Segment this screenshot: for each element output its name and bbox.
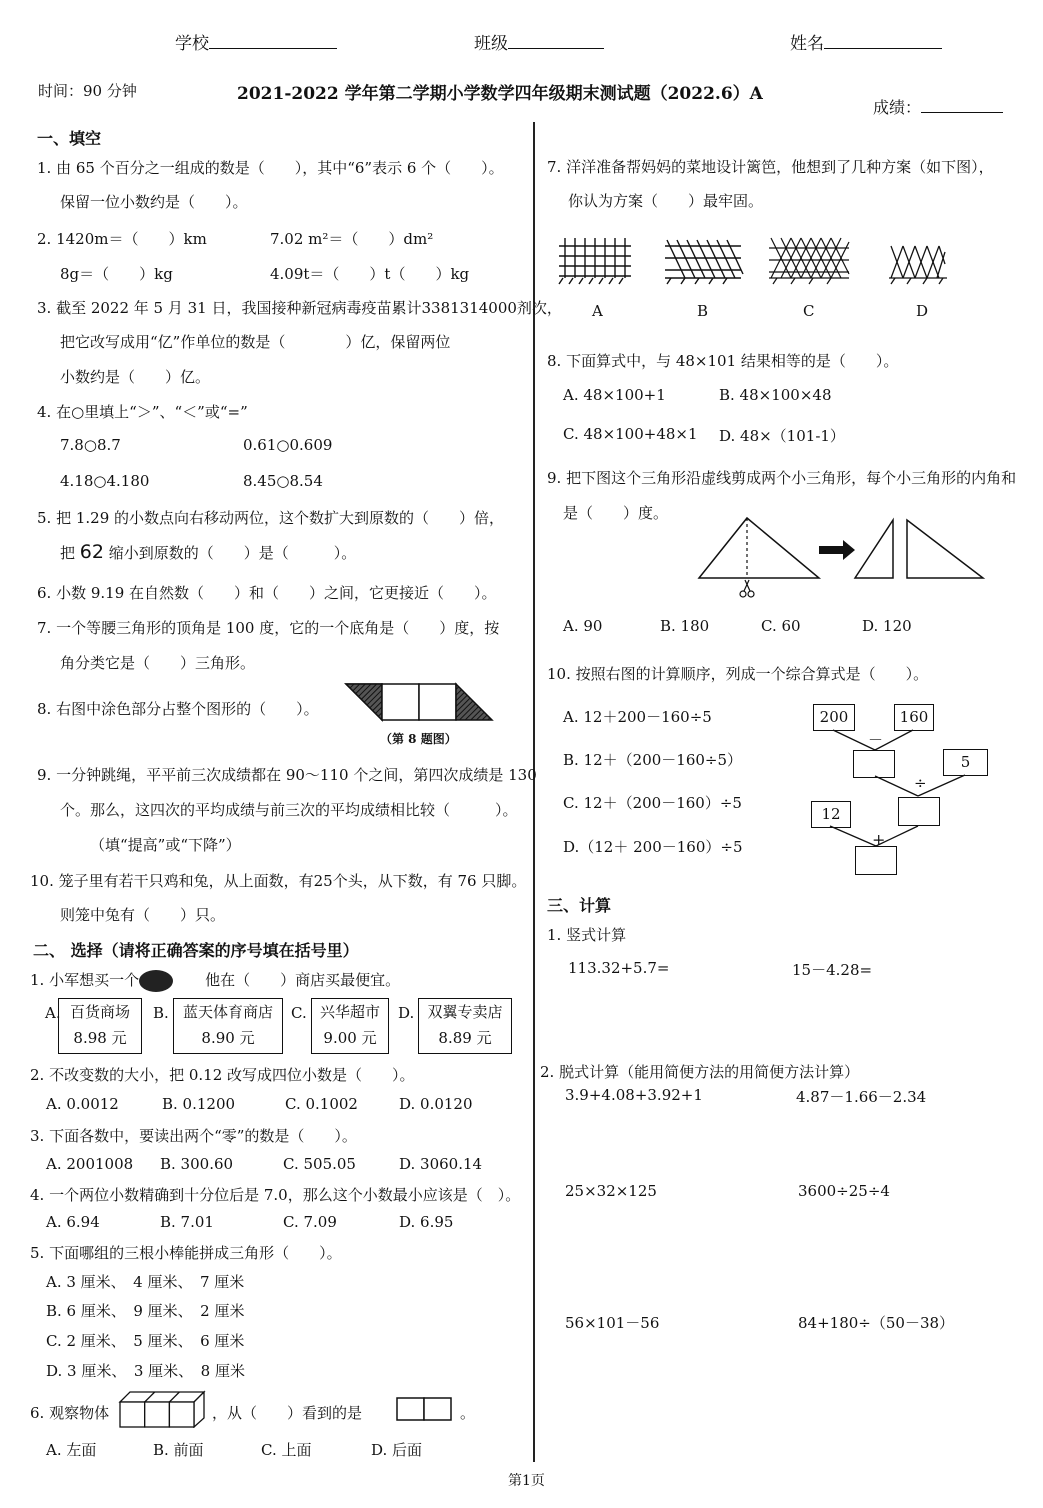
r-s2-item-2: 4.87－1.66－2.34: [796, 1088, 927, 1106]
flow-box-160: 160: [894, 704, 934, 731]
c5-opt-d: D. 3 厘米、 3 厘米、 8 厘米: [46, 1362, 245, 1380]
c5-text: 5. 下面哪组的三根小棒能拼成三角形（ ）。: [30, 1244, 342, 1262]
c2-opt-a: A. 0.0012: [46, 1095, 119, 1113]
c2-opt-d: D. 0.0120: [399, 1095, 473, 1113]
shop-a: 百货商场 8.98 元: [58, 998, 142, 1054]
r-s2-text: 2. 脱式计算（能用简便方法的用简便方法计算）: [540, 1063, 860, 1081]
arrow-right-icon: [819, 540, 855, 560]
q2-text-b: 7.02 m²＝（ ）dm²: [270, 230, 434, 248]
score-label: 成绩：: [873, 95, 1003, 118]
flow-box-result-3[interactable]: [855, 846, 897, 875]
score-field[interactable]: [921, 96, 1003, 113]
shop-b: 蓝天体育商店 8.90 元: [173, 998, 283, 1054]
c4-opt-b: B. 7.01: [160, 1213, 214, 1231]
c6-cubes-figure: [118, 1390, 206, 1428]
r-s2-item-5: 56×101－56: [565, 1314, 660, 1332]
q2-text-a: 2. 1420m＝（ ）km: [37, 230, 207, 248]
flow-box-200: 200: [813, 704, 855, 731]
r-q8-opt-c: C. 48×100+48×1: [563, 425, 698, 443]
c6-opt-c: C. 上面: [261, 1441, 312, 1459]
r-q9-opt-c: C. 60: [761, 617, 801, 635]
r-s2-item-4: 3600÷25÷4: [798, 1182, 890, 1200]
r-q10-opt-a: A. 12＋200－160÷5: [563, 708, 712, 726]
q9-text-2: 个。那么，这四次的平均成绩与前三次的平均成绩相比较（ ）。: [60, 801, 518, 819]
c4-opt-d: D. 6.95: [399, 1213, 454, 1231]
c6-view-figure: [396, 1397, 452, 1421]
section-choice-title: 二、 选择（请将正确答案的序号填在括号里）: [33, 941, 359, 960]
flow-box-12: 12: [811, 801, 851, 828]
section-fill-title: 一、填空: [37, 129, 102, 148]
q3-text-2: 把它改写成用“亿”作单位的数是（ ）亿，保留两位: [60, 333, 451, 351]
q7-text: 7. 一个等腰三角形的顶角是 100 度，它的一个底角是（ ）度，按: [37, 619, 500, 637]
c1-text: 1. 小军想买一个 他在（ ）商店买最便宜。: [30, 969, 400, 992]
flow-box-result-2[interactable]: [898, 797, 940, 826]
c2-text: 2. 不改变数的大小，把 0.12 改写成四位小数是（ ）。: [30, 1066, 415, 1084]
exam-time: 时间：90 分钟: [38, 82, 137, 100]
shop-c-letter: C.: [291, 1004, 307, 1022]
r-q9-text: 9. 把下图这个三角形沿虚线剪成两个小三角形，每个小三角形的内角和: [547, 469, 1017, 487]
c4-text: 4. 一个两位小数精确到十分位后是 7.0，那么这个小数最小应该是（ ）。: [30, 1186, 521, 1204]
c3-opt-d: D. 3060.14: [399, 1155, 483, 1173]
r-q10-text: 10. 按照右图的计算顺序，列成一个综合算式是（ ）。: [547, 665, 929, 683]
shaded-right-triangle: [456, 684, 492, 720]
q8-caption: （第 8 题图）: [380, 732, 457, 746]
c5-opt-b: B. 6 厘米、 9 厘米、 2 厘米: [46, 1302, 245, 1320]
fence-a: [559, 238, 631, 284]
r-q8-opt-d: D. 48×（101-1）: [719, 427, 845, 445]
c4-opt-c: C. 7.09: [283, 1213, 337, 1231]
fence-c: [769, 238, 849, 284]
flow-op-div: ÷: [914, 774, 927, 792]
c5-opt-a: A. 3 厘米、 4 厘米、 7 厘米: [46, 1273, 245, 1291]
q5-text: 5. 把 1.29 的小数点向右移动两位，这个数扩大到原数的（ ）倍，: [37, 509, 505, 527]
r-q10-opt-d: D.（12＋ 200－160）÷5: [563, 838, 743, 856]
r-q9-opt-b: B. 180: [660, 617, 710, 635]
scissors-icon: [740, 580, 754, 597]
fence-figures: [555, 232, 955, 292]
q2-text-d: 4.09t＝（ ）t（ ）kg: [270, 265, 470, 283]
shop-c: 兴华超市 9.00 元: [311, 998, 389, 1054]
fence-b: [665, 240, 743, 284]
name-label: 姓名: [790, 29, 942, 54]
school-field[interactable]: [209, 32, 337, 49]
q4-item-a: 7.8○8.7: [60, 436, 121, 454]
c6-text-end: 。: [460, 1404, 476, 1422]
flow-op-plus: +: [872, 830, 886, 849]
c6-text: 6. 观察物体: [30, 1404, 110, 1422]
q1-text-2: 保留一位小数约是（ ）。: [60, 193, 248, 211]
q7-text-2: 角分类它是（ ）三角形。: [60, 654, 256, 672]
q5-text-2: 把 62 缩小到原数的（ ）是（ ）。: [60, 541, 357, 563]
fence-label-d: D: [916, 302, 929, 320]
r-q9-opt-d: D. 120: [862, 617, 912, 635]
c2-opt-c: C. 0.1002: [285, 1095, 358, 1113]
flow-box-result-1[interactable]: [853, 750, 895, 778]
fence-label-c: C: [803, 302, 815, 320]
q8-text: 8. 右图中涂色部分占整个图形的（ ）。: [37, 700, 319, 718]
q3-text-3: 小数约是（ ）亿。: [60, 368, 211, 386]
r-q10-opt-c: C. 12＋（200－160）÷5: [563, 794, 742, 812]
q4-item-c: 4.18○4.180: [60, 472, 150, 490]
flow-box-5: 5: [943, 749, 988, 776]
ball-icon: [139, 970, 173, 992]
page-number: 第1页: [508, 1473, 545, 1489]
name-field[interactable]: [824, 32, 942, 49]
column-divider: [533, 122, 535, 1462]
q10-text-2: 则笼中兔有（ ）只。: [60, 906, 226, 924]
flow-op-minus: －: [868, 731, 884, 749]
r-s2-item-3: 25×32×125: [565, 1182, 657, 1200]
section-calc-title: 三、计算: [547, 896, 612, 915]
c2-opt-b: B. 0.1200: [162, 1095, 236, 1113]
q8-figure: [344, 682, 496, 724]
c5-opt-c: C. 2 厘米、 5 厘米、 6 厘米: [46, 1332, 245, 1350]
c3-text: 3. 下面各数中，要读出两个“零”的数是（ ）。: [30, 1127, 357, 1145]
fence-label-b: B: [697, 302, 709, 320]
r-q9-opt-a: A. 90: [563, 617, 603, 635]
q4-item-b: 0.61○0.609: [243, 436, 333, 454]
r-q8-opt-a: A. 48×100+1: [563, 386, 666, 404]
c3-opt-b: B. 300.60: [160, 1155, 234, 1173]
q1-text: 1. 由 65 个百分之一组成的数是（ ），其中“6”表示 6 个（ ）。: [37, 159, 504, 177]
exam-title: 2021-2022 学年第二学期小学数学四年级期末测试题（2022.6）A: [237, 84, 763, 104]
fence-label-a: A: [592, 302, 603, 320]
c6-text-mid: ，从（ ）看到的是: [212, 1404, 363, 1422]
q2-text-c: 8g＝（ ）kg: [60, 265, 173, 283]
c3-opt-c: C. 505.05: [283, 1155, 356, 1173]
q9-text: 9. 一分钟跳绳，平平前三次成绩都在 90～110 个之间，第四次成绩是 130: [37, 766, 537, 784]
r-s1-text: 1. 竖式计算: [547, 926, 627, 944]
r-q8-text: 8. 下面算式中，与 48×101 结果相等的是（ ）。: [547, 352, 899, 370]
r-s1-item-a: 113.32+5.7=: [568, 959, 670, 977]
q4-item-d: 8.45○8.54: [243, 472, 323, 490]
r-q7-text-2: 你认为方案（ ）最牢固。: [568, 192, 764, 210]
r-q8-opt-b: B. 48×100×48: [719, 386, 832, 404]
c6-opt-b: B. 前面: [153, 1441, 204, 1459]
r-s2-item-1: 3.9+4.08+3.92+1: [565, 1086, 703, 1104]
r-q9-text-2: 是（ ）度。: [563, 504, 669, 522]
shop-b-letter: B.: [153, 1004, 169, 1022]
c4-opt-a: A. 6.94: [46, 1213, 100, 1231]
class-label: 班级: [474, 29, 604, 54]
q9-text-3: （填“提高”或“下降”）: [90, 836, 241, 854]
q3-text: 3. 截至 2022 年 5 月 31 日，我国接种新冠病毒疫苗累计3381314000剂次，: [37, 299, 562, 317]
class-field[interactable]: [508, 32, 604, 49]
r-s2-item-6: 84+180÷（50－38）: [798, 1314, 955, 1332]
r-q7-text: 7. 洋洋准备帮妈妈的菜地设计篱笆，他想到了几种方案（如下图），: [547, 158, 994, 176]
q4-text: 4. 在○里填上“＞”、“＜”或“=”: [37, 403, 248, 421]
r-q10-opt-b: B. 12＋（200－160÷5）: [563, 751, 743, 769]
r-s1-item-b: 15－4.28=: [792, 961, 873, 979]
shop-d: 双翼专卖店 8.89 元: [418, 998, 512, 1054]
shop-d-letter: D.: [398, 1004, 415, 1022]
c3-opt-a: A. 2001008: [46, 1155, 134, 1173]
c6-opt-a: A. 左面: [46, 1441, 97, 1459]
q6-text: 6. 小数 9.19 在自然数（ ）和（ ）之间，它更接近（ ）。: [37, 584, 497, 602]
fence-d: [889, 246, 947, 284]
school-label: 学校: [175, 29, 337, 54]
c6-opt-d: D. 后面: [371, 1441, 423, 1459]
q10-text: 10. 笼子里有若干只鸡和兔，从上面数，有25个头，从下数，有 76 只脚。: [30, 872, 527, 890]
shop-a-letter: A.: [45, 1004, 61, 1022]
triangle-cut-figure: [695, 512, 987, 604]
